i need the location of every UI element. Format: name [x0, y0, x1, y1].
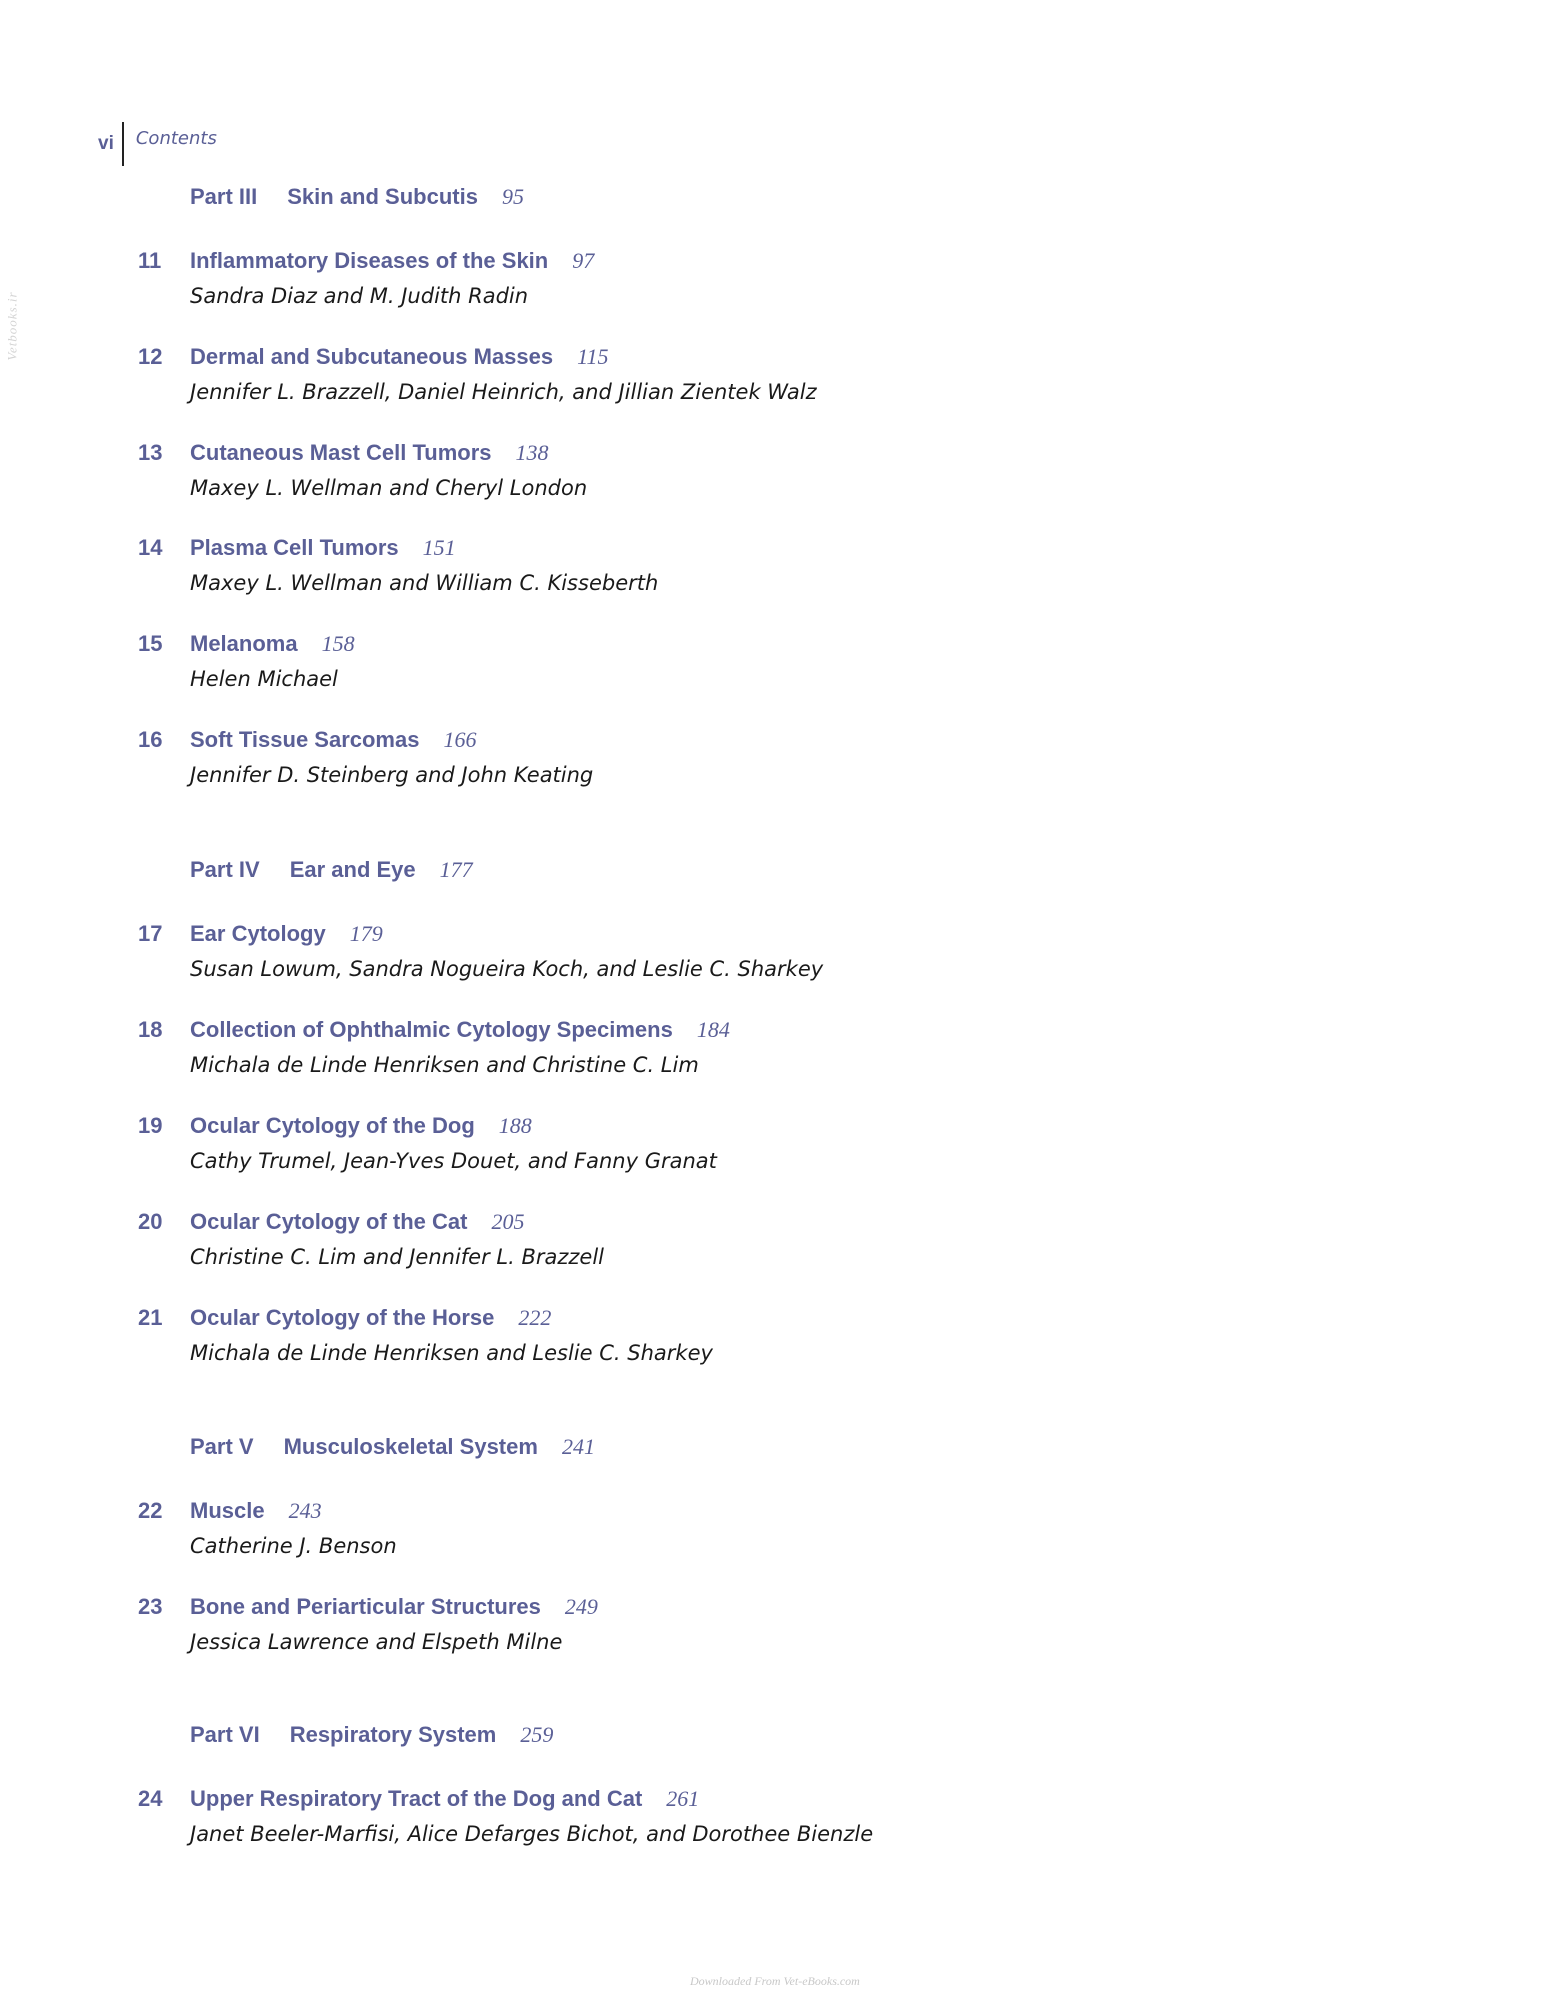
part-heading[interactable]: [190, 1434, 595, 1460]
chapter-page: 97: [572, 248, 595, 273]
footer-watermark: Downloaded From Vet-eBooks.com: [690, 1974, 860, 1988]
chapter-page: 184: [696, 1017, 730, 1042]
part-page: 241: [561, 1434, 595, 1459]
chapter-authors: Cathy Trumel, Jean-Yves Douet, and Fanny Granat: [190, 1149, 717, 1173]
chapter-number: 22: [138, 1498, 163, 1523]
chapter-authors: Catherine J. Benson: [190, 1534, 397, 1558]
chapter-entry[interactable]: [138, 727, 593, 791]
chapter-page: 151: [422, 535, 456, 560]
chapter-title: Muscle: [190, 1498, 265, 1523]
chapter-page: 158: [321, 631, 355, 656]
chapter-page: 188: [498, 1113, 532, 1138]
chapter-page: 243: [288, 1498, 322, 1523]
part-page: 259: [520, 1722, 554, 1747]
part-heading[interactable]: [190, 184, 524, 210]
page-number: vi: [98, 133, 114, 154]
chapter-entry[interactable]: [138, 1594, 598, 1658]
chapter-entry[interactable]: [138, 440, 587, 504]
chapter-title: Dermal and Subcutaneous Masses: [190, 344, 554, 369]
chapter-number: 20: [138, 1209, 163, 1234]
chapter-authors: Maxey L. Wellman and William C. Kisseberth: [190, 571, 659, 595]
chapter-title: Soft Tissue Sarcomas: [190, 727, 420, 752]
chapter-page: 222: [518, 1305, 552, 1330]
side-watermark: Vetbooks.ir: [4, 291, 20, 361]
chapter-page: 138: [515, 440, 549, 465]
chapter-page: 166: [443, 727, 477, 752]
chapter-authors: Helen Michael: [190, 667, 338, 691]
part-page: 95: [501, 184, 524, 209]
chapter-title: Ear Cytology: [190, 921, 326, 946]
chapter-authors: Susan Lowum, Sandra Nogueira Koch, and Leslie C. Sharkey: [190, 957, 824, 981]
chapter-authors: Christine C. Lim and Jennifer L. Brazzell: [190, 1245, 605, 1269]
chapter-page: 115: [577, 344, 609, 369]
part-title: Skin and Subcutis: [287, 184, 478, 209]
chapter-title: Plasma Cell Tumors: [190, 535, 399, 560]
part-title: Respiratory System: [289, 1722, 497, 1747]
part-page: 177: [439, 857, 473, 882]
part-title: Musculoskeletal System: [283, 1434, 538, 1459]
chapter-title: Inflammatory Diseases of the Skin: [190, 248, 549, 273]
chapter-authors: Maxey L. Wellman and Cheryl London: [190, 476, 588, 500]
chapter-number: 19: [138, 1113, 163, 1138]
chapter-number: 23: [138, 1594, 163, 1619]
chapter-number: 16: [138, 727, 163, 752]
chapter-number: 14: [138, 535, 163, 560]
part-label: Part IV: [190, 857, 260, 882]
chapter-page: 205: [491, 1209, 525, 1234]
part-label: Part V: [190, 1434, 254, 1459]
chapter-number: 24: [138, 1786, 163, 1811]
chapter-entry[interactable]: [138, 344, 817, 408]
chapter-title: Bone and Periarticular Structures: [190, 1594, 541, 1619]
chapter-title: Cutaneous Mast Cell Tumors: [190, 440, 492, 465]
chapter-page: 249: [564, 1594, 598, 1619]
chapter-entry[interactable]: [138, 248, 594, 312]
chapter-authors: Sandra Diaz and M. Judith Radin: [190, 284, 529, 308]
chapter-number: 21: [138, 1305, 163, 1330]
chapter-entry[interactable]: [138, 1786, 873, 1850]
chapter-page: 179: [349, 921, 383, 946]
part-heading[interactable]: [190, 1722, 553, 1748]
chapter-authors: Michala de Linde Henriksen and Leslie C. Sharkey: [190, 1341, 713, 1365]
chapter-number: 15: [138, 631, 163, 656]
chapter-entry[interactable]: [138, 631, 355, 695]
part-label: Part III: [190, 184, 258, 209]
chapter-entry[interactable]: [138, 921, 823, 985]
chapter-authors: Jennifer L. Brazzell, Daniel Heinrich, and Jillian Zientek Walz: [190, 380, 817, 404]
chapter-number: 17: [138, 921, 163, 946]
chapter-entry[interactable]: [138, 1017, 730, 1081]
chapter-number: 18: [138, 1017, 163, 1042]
chapter-title: Upper Respiratory Tract of the Dog and Cat: [190, 1786, 643, 1811]
chapter-title: Ocular Cytology of the Cat: [190, 1209, 468, 1234]
part-title: Ear and Eye: [289, 857, 416, 882]
chapter-entry[interactable]: [138, 1209, 604, 1273]
part-heading[interactable]: [190, 857, 473, 883]
chapter-entry[interactable]: [138, 1113, 717, 1177]
chapter-title: Collection of Ophthalmic Cytology Specimens: [190, 1017, 673, 1042]
chapter-number: 13: [138, 440, 163, 465]
chapter-title: Ocular Cytology of the Horse: [190, 1305, 495, 1330]
chapter-page: 261: [666, 1786, 700, 1811]
chapter-entry[interactable]: [138, 535, 658, 599]
chapter-title: Melanoma: [190, 631, 298, 656]
chapter-entry[interactable]: [138, 1305, 713, 1369]
chapter-authors: Jessica Lawrence and Elspeth Milne: [190, 1630, 563, 1654]
part-label: Part VI: [190, 1722, 260, 1747]
chapter-entry[interactable]: [138, 1498, 397, 1562]
chapter-authors: Jennifer D. Steinberg and John Keating: [190, 763, 594, 787]
running-head: [98, 122, 217, 166]
chapter-authors: Janet Beeler-Marfisi, Alice Defarges Bichot, and Dorothee Bienzle: [190, 1822, 874, 1846]
chapter-number: 11: [138, 248, 162, 273]
chapter-title: Ocular Cytology of the Dog: [190, 1113, 475, 1138]
chapter-number: 12: [138, 344, 163, 369]
running-title: Contents: [135, 127, 217, 149]
chapter-authors: Michala de Linde Henriksen and Christine C. Lim: [190, 1053, 699, 1077]
